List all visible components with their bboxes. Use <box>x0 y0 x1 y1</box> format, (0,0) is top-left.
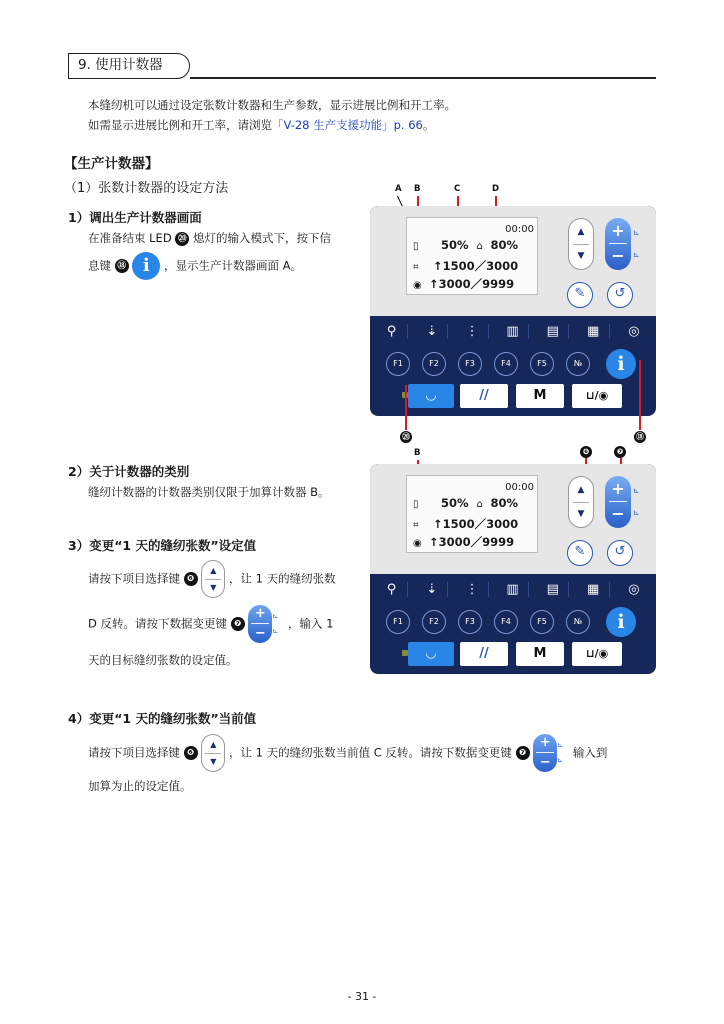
number-key[interactable]: № <box>566 610 590 634</box>
edit-key[interactable]: ✎ <box>567 540 593 566</box>
thread-icon[interactable]: ▤ <box>537 582 569 597</box>
lcd-screen <box>406 475 538 553</box>
item-select-key[interactable]: ▲ ▼ <box>568 476 594 528</box>
label-b: B <box>414 448 421 458</box>
step4-title: 4）变更“1 天的缝纫张数”当前值 <box>68 711 257 726</box>
bobbin-winder-key[interactable]: ⊔/◉ <box>572 384 622 408</box>
step4-line-2: 加算为止的设定值。 <box>88 779 192 793</box>
progress-icon: ▯ <box>413 241 419 252</box>
cross-ref-link[interactable]: 「V-28 生产支援功能」p. 66 <box>272 118 423 132</box>
panel-lower <box>370 316 656 416</box>
machine-icon: ⌂ <box>476 241 483 252</box>
step4-line-1 <box>88 734 607 772</box>
section-rule <box>190 77 656 79</box>
step3-text-a: 请按下项目选择键 <box>88 571 180 586</box>
f4-key[interactable]: F4 <box>494 610 518 634</box>
step3-text-c: D 反转。请按下数据变更键 <box>88 616 228 631</box>
thread-icon[interactable]: ▤ <box>537 324 569 339</box>
f2-key[interactable]: F2 <box>422 610 446 634</box>
step3-line-1 <box>88 560 336 598</box>
step4-text-b: ，让 1 天的缝纫张数当前值 C 反转。请按下数据变更键 <box>228 745 512 760</box>
step1-line-2 <box>88 252 302 280</box>
progress-icon: ▯ <box>413 499 419 510</box>
ready-key[interactable]: ◡ <box>408 642 454 666</box>
data-change-side-icons: ⊾ ⊾ <box>633 486 640 517</box>
bobbin-winder-key[interactable]: ⊔/◉ <box>572 642 622 666</box>
lcd-row-3: ◉ ↑3000／9999 <box>413 535 515 549</box>
marker-6: ❻ <box>184 572 198 586</box>
data-change-side-icons: ⊾ ⊾ <box>633 228 640 259</box>
lcd-counter: 1500／3000 <box>442 259 519 273</box>
lcd-row-1 <box>413 238 518 253</box>
panel-upper <box>370 464 656 574</box>
step1-text-b: 熄灯的输入模式下，按下信 <box>189 231 331 245</box>
feed-icon[interactable]: ⇣ <box>416 324 448 339</box>
data-change-side-icons: ⊾ ⊾ <box>557 741 564 764</box>
info-key[interactable]: i <box>606 349 636 379</box>
label-d: D <box>492 184 500 194</box>
lcd-pct-1: 50% <box>441 238 469 252</box>
pattern-icon[interactable]: ▥ <box>497 582 529 597</box>
bottom-key-row <box>370 384 656 410</box>
step1-text-d: ，显示生产计数器画面 A。 <box>163 258 302 273</box>
counter-icon: ⌗ <box>413 520 419 531</box>
step1-title: 1）调出生产计数器画面 <box>68 210 202 225</box>
item-select-key[interactable]: ▲ ▼ <box>568 218 594 270</box>
eye-icon[interactable]: ◎ <box>628 323 640 339</box>
f4-key[interactable]: F4 <box>494 352 518 376</box>
edit-key[interactable]: ✎ <box>567 282 593 308</box>
lcd-row-2: ⌗ ↑1500／3000 <box>413 259 519 273</box>
ready-key[interactable]: ◡ <box>408 384 454 408</box>
page-number: - 31 - <box>347 990 377 1003</box>
f2-key[interactable]: F2 <box>422 352 446 376</box>
lcd-row-2: ⌗ ↑1500／3000 <box>413 517 519 531</box>
lcd-count-2: 3000／9999 <box>438 277 515 291</box>
stitch-icon[interactable]: ⋮ <box>457 582 489 597</box>
bottom-key-row <box>370 642 656 668</box>
info-key-marker-18: ⑱ <box>115 259 129 273</box>
lcd-count-2: 3000／9999 <box>438 535 515 549</box>
data-change-side-icons: ⊾ ⊾ <box>272 612 279 635</box>
f3-key[interactable]: F3 <box>458 352 482 376</box>
data-change-key-icon: + − <box>248 605 272 643</box>
m-key[interactable]: M <box>516 642 564 666</box>
intro-line-2 <box>88 117 434 133</box>
panel-upper <box>370 206 656 316</box>
bobbin-icon: ◉ <box>413 280 422 291</box>
arrow-led <box>405 385 407 430</box>
operation-panel-2 <box>370 464 656 674</box>
arrow-info <box>639 360 641 430</box>
step1-text-c: 息键 <box>88 258 111 273</box>
marker-7: ❼ <box>614 446 626 458</box>
data-change-key[interactable]: + − <box>605 476 631 528</box>
pattern-icon[interactable]: ▥ <box>497 324 529 339</box>
bobbin-icon: ◉ <box>413 538 422 549</box>
presser-icon[interactable]: ⚲ <box>376 582 408 597</box>
step2-title: 2）关于计数器的类别 <box>68 464 190 479</box>
lcd-row-3: ◉ ↑3000／9999 <box>413 277 515 291</box>
eye-icon[interactable]: ◎ <box>628 581 640 597</box>
slash-key[interactable]: // <box>460 384 508 408</box>
lcd-pct-2: 80% <box>490 238 519 252</box>
step3-text-d: ，输入 1 <box>287 616 334 631</box>
feed-icon[interactable]: ⇣ <box>416 582 448 597</box>
marker-6: ❻ <box>580 446 592 458</box>
return-key[interactable]: ↺ <box>607 282 633 308</box>
panel-lower <box>370 574 656 674</box>
subheading-1: （1）张数计数器的设定方法 <box>64 181 229 196</box>
slash-key[interactable]: // <box>460 642 508 666</box>
f1-key[interactable]: F1 <box>386 610 410 634</box>
stitch-icon[interactable]: ⋮ <box>457 324 489 339</box>
function-icon-row <box>376 320 650 342</box>
info-key[interactable]: i <box>606 607 636 637</box>
operation-panel-1 <box>370 206 656 416</box>
step3-text-b: ，让 1 天的缝纫张数 <box>228 571 336 586</box>
data-change-key-icon: + − <box>533 734 557 772</box>
m-key[interactable]: M <box>516 384 564 408</box>
step1-line-1 <box>88 230 331 246</box>
info-key-icon: i <box>132 252 160 280</box>
memo-icon[interactable]: ▦ <box>578 582 610 597</box>
f5-key[interactable]: F5 <box>530 352 554 376</box>
presser-icon[interactable]: ⚲ <box>376 324 408 339</box>
step1-text-a: 在准备结束 LED <box>88 231 172 245</box>
step3-line-2 <box>88 605 333 643</box>
marker-7: ❼ <box>516 746 530 760</box>
item-select-key-icon: ▲ ▼ <box>201 560 225 598</box>
counter-icon: ⌗ <box>413 262 419 273</box>
f3-key[interactable]: F3 <box>458 610 482 634</box>
memo-icon[interactable]: ▦ <box>578 324 610 339</box>
step2-line-1: 缝纫计数器的计数器类别仅限于加算计数器 B。 <box>88 485 330 499</box>
lcd-time: 00:00 <box>505 482 534 493</box>
step4-text-a: 请按下项目选择键 <box>88 745 180 760</box>
lcd-time: 00:00 <box>505 224 534 235</box>
lcd-row-1 <box>413 496 518 511</box>
led-marker-20: ⑳ <box>175 232 189 246</box>
lcd-screen <box>406 217 538 295</box>
marker-6: ❻ <box>184 746 198 760</box>
marker-18: ⑱ <box>634 431 646 443</box>
heading-production-counter: 【生产计数器】 <box>64 156 159 172</box>
label-b: B <box>414 184 421 194</box>
intro-line-2-post: 。 <box>422 118 435 132</box>
f1-key[interactable]: F1 <box>386 352 410 376</box>
marker-20: ⑳ <box>400 431 412 443</box>
intro-line-2-pre: 如需显示进展比例和开工率，请浏览 <box>88 118 272 132</box>
step4-text-c: 输入到 <box>572 745 608 760</box>
data-change-key[interactable]: + − <box>605 218 631 270</box>
intro-line-1: 本缝纫机可以通过设定张数计数器和生产参数，显示进展比例和开工率。 <box>88 98 456 112</box>
f5-key[interactable]: F5 <box>530 610 554 634</box>
function-icon-row <box>376 578 650 600</box>
lcd-pct-2: 80% <box>490 496 519 510</box>
marker-7: ❼ <box>231 617 245 631</box>
step3-line-3: 天的目标缝纫张数的设定值。 <box>88 653 238 667</box>
lcd-pct-1: 50% <box>441 496 469 510</box>
step3-title: 3）变更“1 天的缝纫张数”设定值 <box>68 538 257 553</box>
label-a: A <box>395 184 402 194</box>
item-select-key-icon: ▲ ▼ <box>201 734 225 772</box>
section-title: 9. 使用计数器 <box>68 53 190 79</box>
machine-icon: ⌂ <box>476 499 483 510</box>
label-c: C <box>454 184 461 194</box>
lcd-counter: 1500／3000 <box>442 517 519 531</box>
return-key[interactable]: ↺ <box>607 540 633 566</box>
number-key[interactable]: № <box>566 352 590 376</box>
